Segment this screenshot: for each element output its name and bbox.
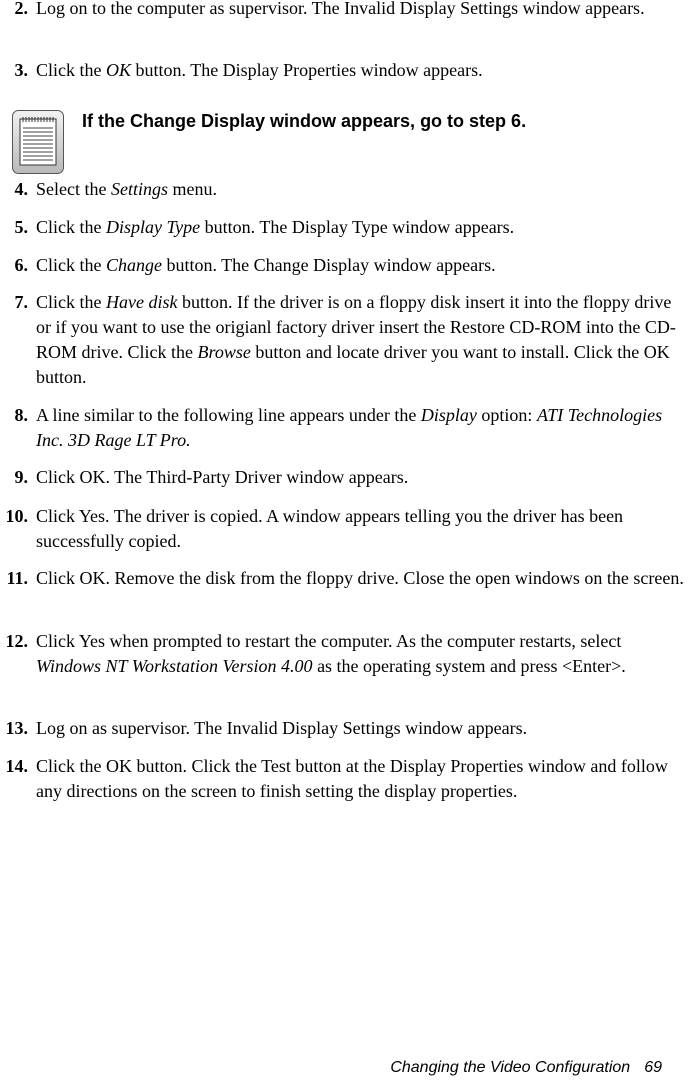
step-number: 7.: [14, 292, 28, 312]
step-number: 8.: [14, 405, 28, 425]
step-number: 3.: [14, 60, 28, 80]
step-number: 5.: [14, 217, 28, 237]
step-text: Click Yes when prompted to restart the computer. As the computer restarts, select Windows NT Workstation Version 4.00 as the operating system and press <Enter>.: [36, 631, 626, 676]
step-number: 12.: [5, 631, 28, 651]
step-number: 6.: [14, 255, 28, 275]
step-text: A line similar to the following line appears under the Display option: ATI Technologies Inc. 3D Rage LT Pro.: [36, 405, 663, 450]
step-text: Click the OK button. The Display Properties window appears.: [36, 60, 483, 80]
page-number: 69: [644, 1059, 662, 1076]
step-text: Click Yes. The driver is copied. A window appears telling you the driver has been successfully copied.: [36, 506, 624, 551]
step-number: 14.: [5, 756, 28, 776]
step-text: Click OK. The Third-Party Driver window appears.: [36, 467, 409, 487]
step-number: 9.: [14, 467, 28, 487]
step-text: Select the Settings menu.: [36, 179, 217, 199]
notepad-icon: [12, 110, 64, 174]
note-text: If the Change Display window appears, go to step 6.: [82, 111, 527, 131]
step-number: 4.: [14, 179, 28, 199]
step-text: Click the Have disk button. If the driver is on a floppy disk insert it into the floppy drive or if you want to use the origianl factory driver insert the Restore CD-ROM into the CD-ROM drive. Click the Browse button and locate driver you want to install. Click the OK button.: [36, 292, 676, 387]
step-number: 10.: [5, 506, 28, 526]
step-number: 13.: [5, 718, 28, 738]
step-number: 2.: [14, 0, 28, 18]
step-text: Click the Display Type button. The Display Type window appears.: [36, 217, 515, 237]
step-text: Click OK. Remove the disk from the floppy drive. Close the open windows on the screen.: [36, 568, 684, 588]
note-box: [8, 110, 688, 180]
step-number: 11.: [6, 568, 28, 588]
step-text: Log on to the computer as supervisor. The Invalid Display Settings window appears.: [36, 0, 645, 18]
footer-section-title: Changing the Video Configuration: [390, 1059, 631, 1076]
step-text: Click the Change button. The Change Display window appears.: [36, 255, 496, 275]
step-text: Log on as supervisor. The Invalid Display Settings window appears.: [36, 718, 528, 738]
page-footer: [390, 1058, 662, 1078]
step-text: Click the OK button. Click the Test button at the Display Properties window and follow any directions on the screen to finish setting the display properties.: [36, 756, 668, 801]
